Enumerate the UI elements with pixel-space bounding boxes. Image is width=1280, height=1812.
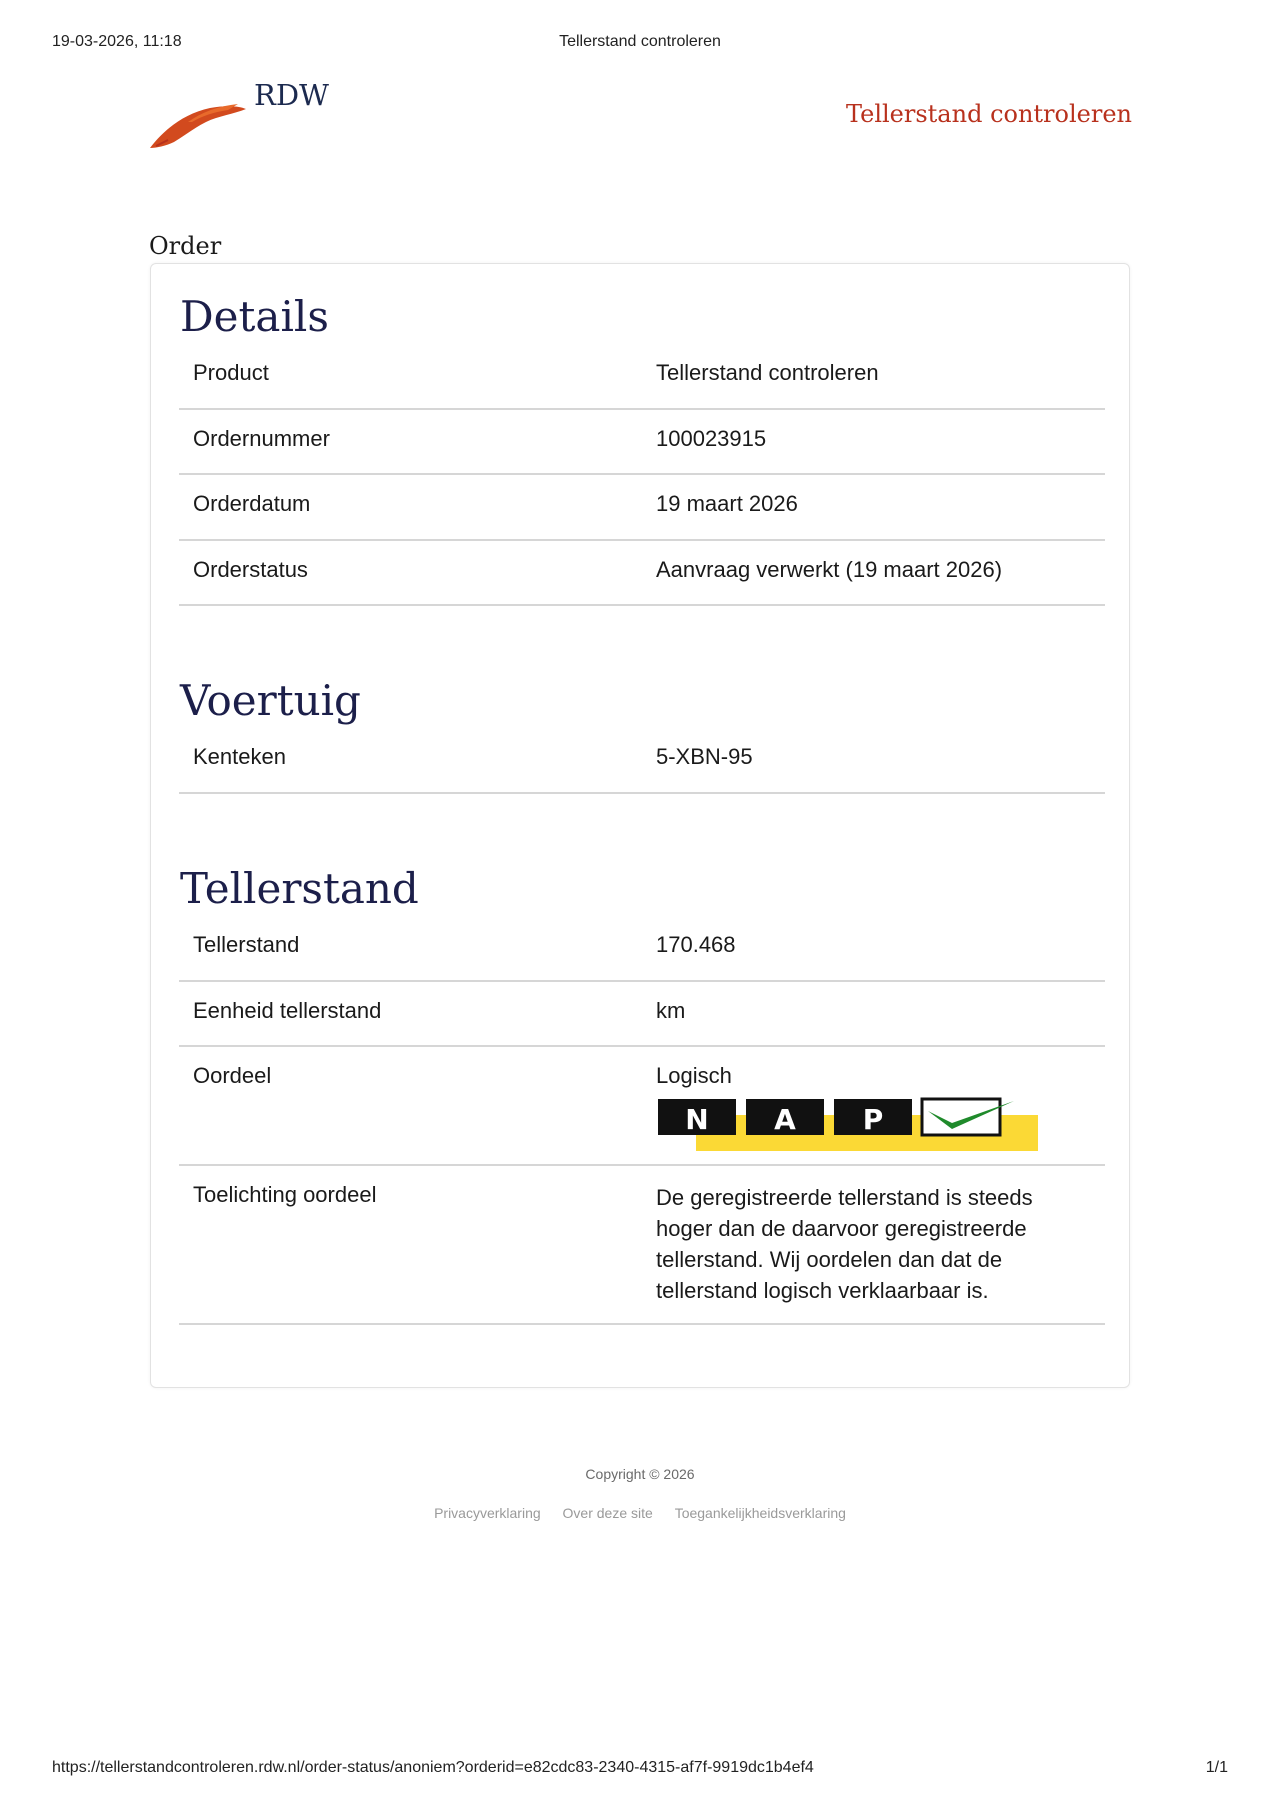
row-label: Orderdatum: [193, 491, 311, 516]
row-value: 5-XBN-95: [656, 744, 753, 769]
row-value: Tellerstand controleren: [656, 360, 879, 385]
row-label: Kenteken: [193, 744, 286, 769]
row-label: Orderstatus: [193, 557, 308, 582]
nap-logo: [656, 1097, 1038, 1153]
row-label: Ordernummer: [193, 426, 330, 451]
order-card: [150, 263, 1130, 1388]
details-row-product: [179, 344, 1105, 410]
link-toegankelijkheid[interactable]: Toegankelijkheidsverklaring: [674, 1505, 846, 1521]
row-label: Product: [193, 360, 269, 385]
row-label: Eenheid tellerstand: [193, 998, 382, 1023]
row-value: [656, 1063, 1076, 1136]
row-value: 100023915: [656, 426, 767, 451]
details-row-ordernummer: [179, 410, 1105, 475]
row-label: Toelichting oordeel: [193, 1182, 377, 1207]
details-title: Details: [180, 292, 329, 341]
row-value: Aanvraag verwerkt (19 maart 2026): [656, 557, 1003, 582]
vehicle-title: Voertuig: [180, 676, 361, 725]
print-datetime: 19-03-2026, 11:18: [52, 33, 182, 50]
odometer-row-tellerstand: [179, 916, 1105, 982]
nap-letter-a: A: [774, 1103, 796, 1136]
row-value: 19 maart 2026: [656, 491, 798, 516]
row-value: 170.468: [656, 932, 736, 957]
print-header: [52, 33, 1228, 53]
rdw-logo[interactable]: [148, 78, 328, 148]
nap-block-check: [922, 1099, 1000, 1135]
link-over-deze-site[interactable]: Over deze site: [562, 1505, 653, 1521]
details-row-orderstatus: [179, 541, 1105, 606]
app-title[interactable]: Tellerstand controleren: [845, 100, 1132, 128]
details-row-orderdatum: [179, 475, 1105, 541]
odometer-row-oordeel: [179, 1047, 1105, 1166]
row-value: km: [656, 998, 686, 1023]
print-page-count: 1/1: [1205, 1759, 1228, 1776]
row-label: Oordeel: [193, 1063, 272, 1088]
print-url: https://tellerstandcontroleren.rdw.nl/order-status/anoniem?orderid=e82cdc83-2340-4315-af7f-9919dc1b4ef4: [52, 1759, 814, 1776]
link-privacy[interactable]: Privacyverklaring: [434, 1505, 541, 1521]
order-heading: Order: [149, 232, 222, 260]
rdw-brand: RDW: [254, 78, 329, 112]
odometer-row-toelichting: [179, 1166, 1105, 1325]
row-label: Tellerstand: [193, 932, 300, 957]
footer-links: [0, 1505, 1280, 1521]
vehicle-row-kenteken: [179, 728, 1105, 794]
odometer-row-eenheid: [179, 982, 1105, 1047]
row-value: De geregistreerde tellerstand is steeds hoger dan de daarvoor geregistreerde tellerstand. Wij oordelen dan dat de tellerstand logisch verklaarbaar is.: [656, 1185, 1033, 1303]
odometer-title: Tellerstand: [180, 864, 419, 913]
copyright: Copyright © 2026: [585, 1466, 695, 1482]
nap-letter-p: P: [862, 1103, 884, 1136]
print-title: Tellerstand controleren: [559, 33, 721, 50]
nap-letter-n: N: [685, 1103, 709, 1136]
rdw-feather-icon: [148, 96, 248, 150]
oordeel-text: Logisch: [656, 1063, 732, 1088]
